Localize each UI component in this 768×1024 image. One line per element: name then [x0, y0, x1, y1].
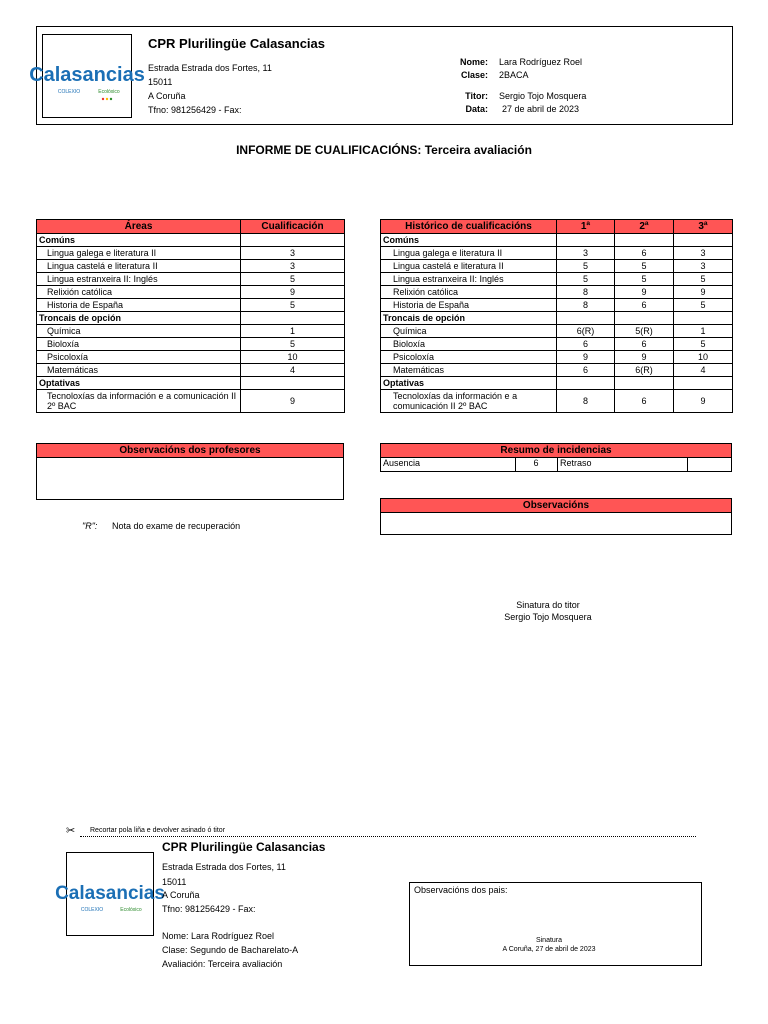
- grades-row: [37, 351, 345, 364]
- history-subject: Tecnoloxías da información e a comunicación II 2º BAC: [381, 390, 557, 413]
- history-grade-g3: 3: [674, 260, 733, 273]
- history-grade-g1: 6: [557, 364, 615, 377]
- history-row: [381, 299, 733, 312]
- grades-value: 9: [241, 286, 345, 299]
- history-grade-g1: 5: [557, 260, 615, 273]
- tutor-name: Sergio Tojo Mosquera: [499, 91, 587, 101]
- signature-label: Sinatura do titor: [516, 600, 580, 610]
- history-grade-g1: 8: [557, 286, 615, 299]
- history-subject: Matemáticas: [381, 364, 557, 377]
- teacher-observations-title: Observacións dos profesores: [37, 444, 343, 458]
- history-subject: Psicoloxía: [381, 351, 557, 364]
- grades-subject: Lingua galega e literatura II: [37, 247, 241, 260]
- report-title: INFORME DE CUALIFICACIÓNS: Terceira avaliación: [236, 143, 532, 157]
- history-subject: Troncais de opción: [381, 312, 557, 325]
- history-grade-g3: 3: [674, 247, 733, 260]
- history-grade-g1: [557, 377, 615, 390]
- history-grade-g3: [674, 377, 733, 390]
- grades-value: [241, 234, 345, 247]
- logo-sub: COLEXIO: [57, 89, 81, 95]
- tutor-label: Titor:: [465, 91, 488, 101]
- history-subject: Relixión católica: [381, 286, 557, 299]
- grades-value: 1: [241, 325, 345, 338]
- history-grade-g1: [557, 234, 615, 247]
- history-grade-g3: 10: [674, 351, 733, 364]
- history-grade-g3: 4: [674, 364, 733, 377]
- history-grade-g3: 5: [674, 273, 733, 286]
- history-grade-g1: [557, 312, 615, 325]
- history-subject: Química: [381, 325, 557, 338]
- grades-value: 5: [241, 299, 345, 312]
- history-grade-g3: [674, 234, 733, 247]
- grades-value: 3: [241, 260, 345, 273]
- grades-row: [37, 273, 345, 286]
- grades-value: 9: [241, 390, 345, 413]
- incidents-divider: [687, 458, 688, 472]
- logo-wordmark: Calasancias: [29, 64, 145, 86]
- observations-box: [380, 498, 732, 535]
- grades-row: [37, 364, 345, 377]
- history-subject: Bioloxía: [381, 338, 557, 351]
- history-row: [381, 364, 733, 377]
- history-category-row: [381, 377, 733, 390]
- grades-row: [37, 260, 345, 273]
- grades-value: 3: [241, 247, 345, 260]
- slip-signature-label: Sinatura: [535, 937, 563, 944]
- slip-school-phone: Tfno: 981256429 - Fax:: [162, 904, 256, 914]
- history-row: [381, 273, 733, 286]
- history-subject: Lingua estranxeira II: Inglés: [381, 273, 557, 286]
- grades-subject: Bioloxía: [37, 338, 241, 351]
- history-row: [381, 390, 733, 413]
- slip-school-zip: 15011: [162, 877, 187, 887]
- history-subject: Lingua castelá e literatura II: [381, 260, 557, 273]
- history-grade-g1: 9: [557, 351, 615, 364]
- slip-logo-wordmark: Calasancias: [55, 883, 165, 904]
- grades-category-row: [37, 377, 345, 390]
- slip-logo-sub2: Ecolóxico: [120, 907, 142, 913]
- grades-subject: Comúns: [37, 234, 241, 247]
- grades-subject: Troncais de opción: [37, 312, 241, 325]
- parents-observations-label: Observacións dos pais:: [414, 885, 508, 895]
- slip-school-logo: [55, 852, 165, 936]
- grades-table: [36, 219, 345, 413]
- grades-value: [241, 312, 345, 325]
- logo-sub2: Ecolóxico: [98, 89, 120, 95]
- history-row: [381, 351, 733, 364]
- history-grade-g2: 5: [615, 260, 674, 273]
- student-class-label: Clase:: [460, 70, 488, 80]
- history-grade-g3: 9: [674, 390, 733, 413]
- history-row: [381, 338, 733, 351]
- history-grade-g2: 6: [615, 299, 674, 312]
- history-grade-g1: 3: [557, 247, 615, 260]
- slip-logo-sub: COLEXIO: [80, 907, 104, 913]
- history-grade-g2: 9: [615, 351, 674, 364]
- history-grade-g3: 9: [674, 286, 733, 299]
- slip-signature-date: A Coruña, 27 de abril de 2023: [502, 946, 596, 953]
- incidents-divider: [557, 458, 558, 472]
- grades-row: [37, 390, 345, 413]
- school-name: CPR Plurilingüe Calasancias: [148, 36, 326, 51]
- teacher-observations-box: [36, 443, 344, 500]
- signature-name: Sergio Tojo Mosquera: [504, 612, 592, 622]
- slip-evaluation: Avaliación: Terceira avaliación: [162, 959, 283, 969]
- history-grade-g2: 6: [615, 247, 674, 260]
- history-grade-g1: 8: [557, 299, 615, 312]
- note-text: Nota do exame de recuperación: [112, 521, 241, 531]
- history-grade-g3: [674, 312, 733, 325]
- report-date: 27 de abril de 2023: [502, 104, 580, 114]
- history-grade-g2: 9: [615, 286, 674, 299]
- grades-row: [37, 325, 345, 338]
- slip-student-name: Nome: Lara Rodríguez Roel: [162, 931, 275, 941]
- cut-line: [80, 836, 696, 837]
- school-logo: [29, 34, 145, 118]
- history-grade-g2: 5: [615, 273, 674, 286]
- grades-value: 4: [241, 364, 345, 377]
- grades-row: [37, 299, 345, 312]
- history-grade-g1: 8: [557, 390, 615, 413]
- grades-subject: Relixión católica: [37, 286, 241, 299]
- cut-instruction: Recortar pola liña e devolver asinado ó titor: [90, 827, 226, 834]
- history-grade-g2: 6: [615, 390, 674, 413]
- grades-category-row: [37, 312, 345, 325]
- observations-title: Observacións: [381, 499, 731, 513]
- grades-col-grade: Cualificación: [241, 220, 345, 234]
- history-grade-g3: 1: [674, 325, 733, 338]
- slip-student-class: Clase: Segundo de Bacharelato-A: [162, 945, 299, 955]
- student-class: 2BACA: [499, 70, 529, 80]
- grades-value: 10: [241, 351, 345, 364]
- school-phone: Tfno: 981256429 - Fax:: [148, 105, 242, 115]
- history-category-row: [381, 312, 733, 325]
- history-row: [381, 325, 733, 338]
- history-grade-g2: 6: [615, 338, 674, 351]
- grades-subject: Tecnoloxías da información e a comunicación II 2º BAC: [37, 390, 241, 413]
- absence-label: Ausencia: [383, 458, 421, 468]
- scissors-icon: ✂: [66, 825, 76, 837]
- history-grade-g2: 6(R): [615, 364, 674, 377]
- history-row: [381, 286, 733, 299]
- parents-observations-box[interactable]: [409, 882, 702, 966]
- grades-subject: Historia de España: [37, 299, 241, 312]
- late-label: Retraso: [560, 458, 592, 468]
- incidents-title: Resumo de incidencias: [381, 444, 731, 458]
- grades-value: 5: [241, 338, 345, 351]
- student-name: Lara Rodríguez Roel: [499, 57, 583, 67]
- history-grade-g1: 6(R): [557, 325, 615, 338]
- grades-row: [37, 286, 345, 299]
- grades-value: 5: [241, 273, 345, 286]
- history-grade-g2: 5(R): [615, 325, 674, 338]
- grades-subject: Psicoloxía: [37, 351, 241, 364]
- school-city: A Coruña: [148, 91, 186, 101]
- note-key: "R":: [82, 521, 98, 531]
- grades-row: [37, 247, 345, 260]
- history-grade-g2: [615, 377, 674, 390]
- history-col-1: 1ª: [557, 220, 615, 234]
- history-row: [381, 247, 733, 260]
- grades-value: [241, 377, 345, 390]
- absence-value: 6: [533, 458, 539, 468]
- school-address: Estrada Estrada dos Fortes, 11: [148, 63, 272, 73]
- slip-school-address: Estrada Estrada dos Fortes, 11: [162, 862, 286, 872]
- history-col-2: 2ª: [615, 220, 674, 234]
- history-subject: Optativas: [381, 377, 557, 390]
- school-zip: 15011: [148, 77, 173, 87]
- grades-subject: Lingua estranxeira II: Inglés: [37, 273, 241, 286]
- history-row: [381, 260, 733, 273]
- history-table: [380, 219, 733, 413]
- incidents-box: [380, 443, 732, 472]
- grades-subject: Química: [37, 325, 241, 338]
- history-grade-g3: 5: [674, 338, 733, 351]
- grades-col-area: Áreas: [37, 220, 241, 234]
- grades-subject: Lingua castelá e literatura II: [37, 260, 241, 273]
- grades-category-row: [37, 234, 345, 247]
- history-subject: Historia de España: [381, 299, 557, 312]
- history-subject: Comúns: [381, 234, 557, 247]
- slip-school-name: CPR Plurilingüe Calasancias: [162, 840, 326, 854]
- slip-school-city: A Coruña: [162, 890, 200, 900]
- history-subject: Lingua galega e literatura II: [381, 247, 557, 260]
- history-grade-g1: 6: [557, 338, 615, 351]
- history-col-subject: Histórico de cualificacións: [381, 220, 557, 234]
- history-grade-g2: [615, 312, 674, 325]
- date-label: Data:: [465, 104, 488, 114]
- grades-row: [37, 338, 345, 351]
- grades-subject: Optativas: [37, 377, 241, 390]
- history-grade-g2: [615, 234, 674, 247]
- history-col-3: 3ª: [674, 220, 733, 234]
- history-category-row: [381, 234, 733, 247]
- history-grade-g3: 5: [674, 299, 733, 312]
- grades-subject: Matemáticas: [37, 364, 241, 377]
- history-grade-g1: 5: [557, 273, 615, 286]
- student-name-label: Nome:: [459, 57, 488, 67]
